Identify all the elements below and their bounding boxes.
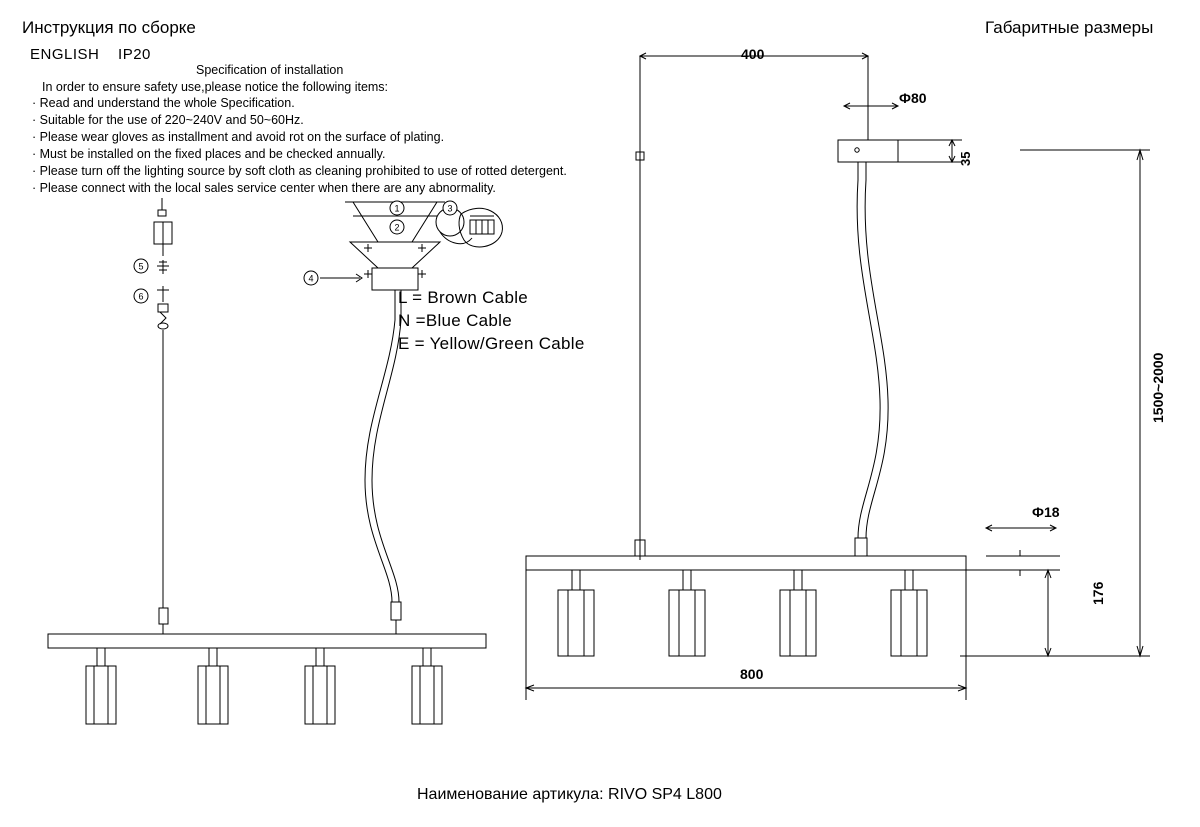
dim-bar-length-label: 800 [740,666,764,682]
page-title-left: Инструкция по сборке [22,18,196,37]
svg-text:2: 2 [394,222,400,233]
article-name: Наименование артикула: RIVO SP4 L800 [417,786,722,803]
spec-lead: In order to ensure safety use,please notice the following items: [42,80,389,94]
svg-text:5: 5 [138,261,144,272]
spec-item-text: Please connect with the local sales service center when there are any abnormality. [39,181,496,195]
dimension-diagram [500,40,1200,740]
spec-item: · Suitable for the use of 220~240V and 50~60Hz. [32,113,304,127]
spec-item-text: Please turn off the lighting source by soft cloth as cleaning prohibited to use of rotted detergent. [39,164,567,178]
legend-earth-cable: E = Yellow/Green Cable [398,334,585,353]
page-title-right: Габаритные размеры [985,18,1154,37]
svg-text:3: 3 [447,203,453,214]
dim-top-width-label: 400 [741,46,765,62]
legend-neutral-cable: N =Blue Cable [398,311,512,330]
spec-item-text: Read and understand the whole Specification. [39,96,295,110]
spec-item-text: Suitable for the use of 220~240V and 50~60Hz. [39,113,304,127]
dim-shade-height-label: 176 [1090,581,1106,605]
spec-item-text: Please wear gloves as installment and avoid rot on the surface of plating. [39,130,445,144]
svg-text:1: 1 [394,203,400,214]
spec-item: · Read and understand the whole Specification. [32,96,295,110]
dim-canopy-diameter-label: Ф80 [899,90,927,106]
svg-text:6: 6 [138,291,144,302]
legend-live-cable: L = Brown Cable [398,288,529,307]
dim-drop-range-label: 1500~2000 [1150,352,1166,423]
spec-item: · Please turn off the lighting source by soft cloth as cleaning prohibited to use of rotted detergent. [32,164,567,178]
dim-rod-diameter-label: Ф18 [1032,504,1060,520]
language-ip-line: ENGLISH IP20 [30,46,151,63]
spec-heading: Specification of installation [196,63,344,77]
spec-item: · Must be installed on the fixed places and be checked annually. [32,147,386,161]
svg-text:4: 4 [308,273,314,284]
spec-item: · Please wear gloves as installment and avoid rot on the surface of plating. [32,130,445,144]
dim-canopy-height-label: 35 [958,151,973,166]
spec-item-text: Must be installed on the fixed places and be checked annually. [39,147,386,161]
spec-item: · Please connect with the local sales service center when there are any abnormality. [32,181,496,195]
